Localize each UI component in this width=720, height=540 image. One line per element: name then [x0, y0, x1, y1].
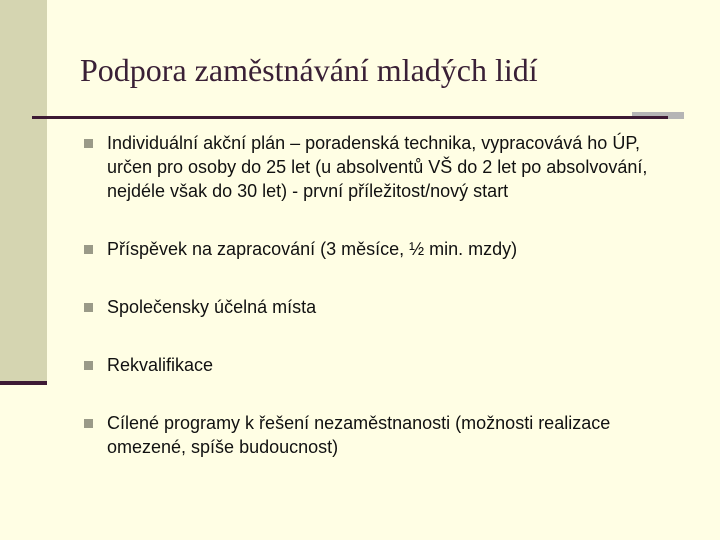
square-bullet-icon	[84, 361, 93, 370]
bullet-item	[84, 131, 684, 203]
square-bullet-icon	[84, 139, 93, 148]
bullet-text: Příspěvek na zapracování (3 měsíce, ½ min. mzdy)	[107, 239, 518, 259]
title-rule-accent-end	[668, 112, 684, 119]
bullet-text: Individuální akční plán – poradenská technika, vypracovává ho ÚP, určen pro osoby do 25 let (u absolventů VŠ do 2 let po absolvování, nejdéle však do 30 let) - první příležitost/nový start	[107, 133, 648, 201]
square-bullet-icon	[84, 303, 93, 312]
square-bullet-icon	[84, 245, 93, 254]
bullet-item	[84, 237, 684, 261]
bullet-item	[84, 411, 684, 459]
bullet-text: Společensky účelná místa	[107, 297, 317, 317]
bullet-item	[84, 353, 684, 377]
bullet-text: Rekvalifikace	[107, 355, 214, 375]
side-decoration-line	[0, 381, 47, 385]
square-bullet-icon	[84, 419, 93, 428]
bullet-item	[84, 295, 684, 319]
slide-title: Podpora zaměstnávání mladých lidí	[80, 52, 538, 88]
title-underline	[32, 116, 668, 119]
bullet-list	[84, 131, 684, 459]
bullet-text: Cílené programy k řešení nezaměstnanosti (možnosti realizace omezené, spíše budoucnost)	[107, 413, 611, 457]
side-decoration-bar	[0, 0, 47, 383]
